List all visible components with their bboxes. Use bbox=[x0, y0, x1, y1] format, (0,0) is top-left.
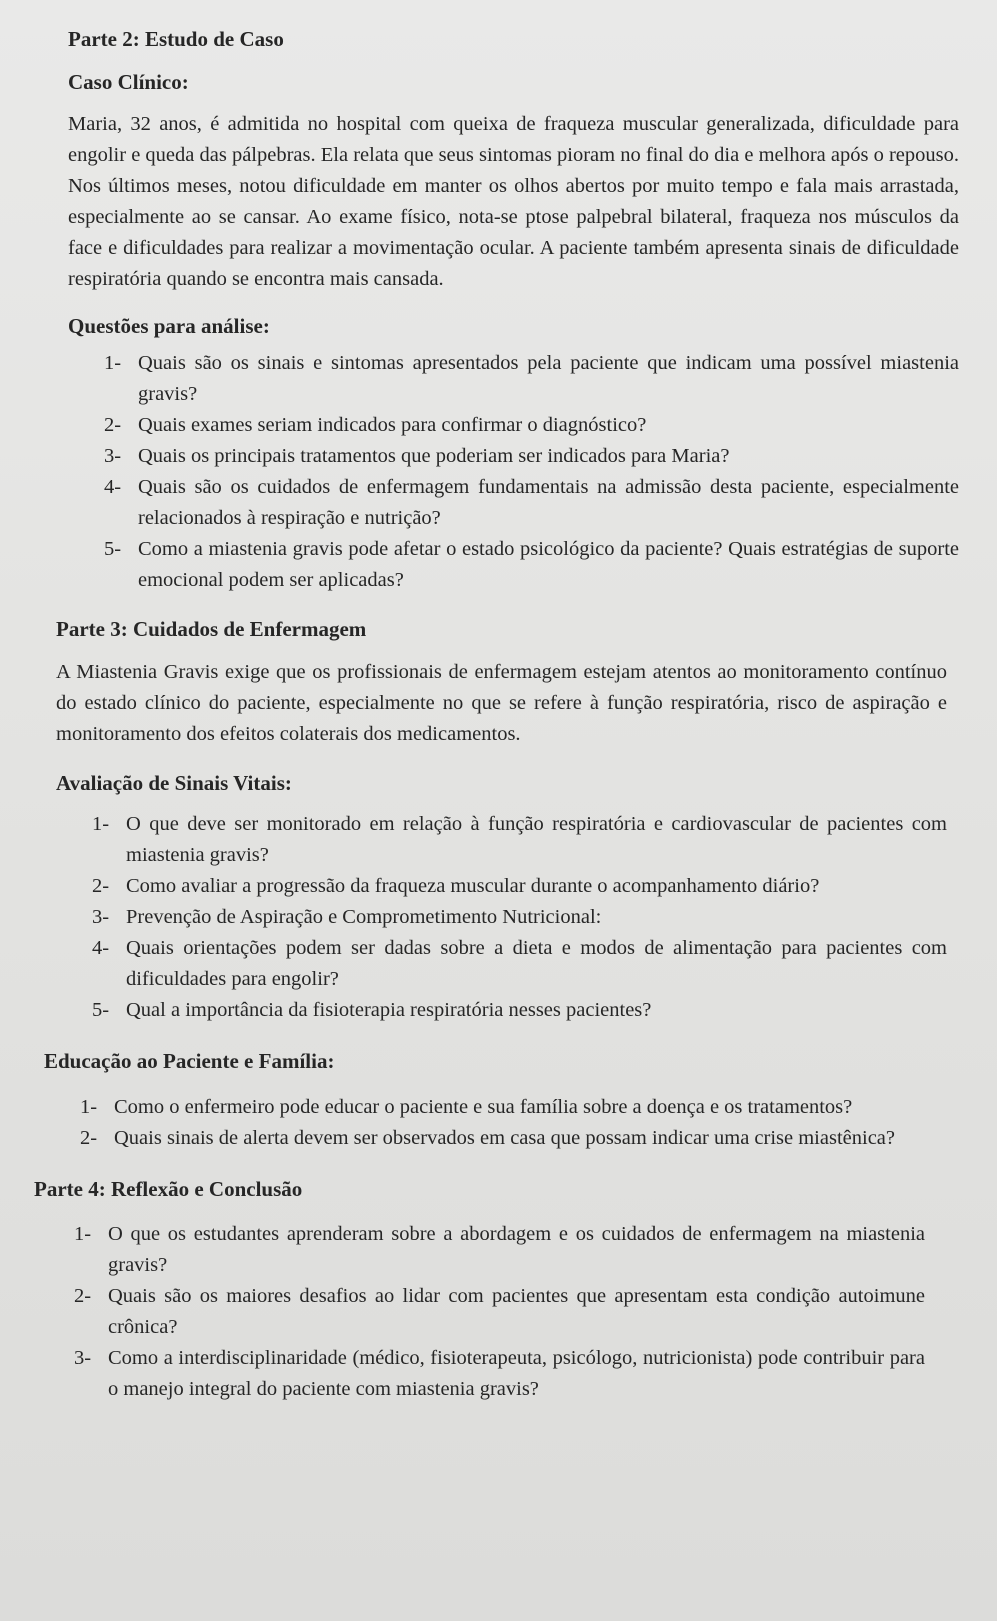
questoes-title: Questões para análise: bbox=[68, 313, 270, 338]
parte-4-list bbox=[74, 1219, 925, 1405]
list-item bbox=[104, 410, 959, 441]
avaliacao-list bbox=[92, 809, 947, 1026]
item-text: Como a interdisciplinaridade (médico, fisioterapeuta, psicólogo, nutricionista) pode contribuir para o manejo integral do paciente com miastenia gravis? bbox=[108, 1347, 925, 1401]
item-text: Quais são os cuidados de enfermagem fundamentais na admissão desta paciente, especialmente relacionados à respiração e nutrição? bbox=[138, 475, 959, 529]
item-number: 1- bbox=[104, 351, 122, 374]
caso-clinico-title: Caso Clínico: bbox=[68, 70, 189, 95]
item-number: 2- bbox=[104, 413, 122, 436]
item-text: Como a miastenia gravis pode afetar o estado psicológico da paciente? Quais estratégias de suporte emocional podem ser aplicadas? bbox=[138, 537, 959, 591]
avaliacao-title: Avaliação de Sinais Vitais: bbox=[56, 771, 292, 796]
list-item bbox=[92, 933, 947, 995]
parte-4-title: Parte 4: Reflexão e Conclusão bbox=[34, 1176, 303, 1201]
item-number: 3- bbox=[74, 1347, 92, 1370]
list-item bbox=[80, 1092, 947, 1123]
item-text: Como o enfermeiro pode educar o paciente e sua família sobre a doença e os tratamentos? bbox=[114, 1095, 853, 1118]
list-item bbox=[74, 1343, 925, 1405]
section-parte-3 bbox=[44, 616, 947, 1154]
item-text: Quais são os maiores desafios ao lidar com pacientes que apresentam esta condição autoimune crônica? bbox=[108, 1285, 925, 1339]
item-number: 4- bbox=[104, 475, 122, 498]
item-text: Quais sinais de alerta devem ser observados em casa que possam indicar uma crise miastênica? bbox=[114, 1126, 895, 1149]
item-text: Quais orientações podem ser dadas sobre a dieta e modos de alimentação para pacientes com dificuldades para engolir? bbox=[126, 937, 947, 991]
item-text: Quais são os sinais e sintomas apresentados pela paciente que indicam uma possível miastenia gravis? bbox=[138, 351, 959, 405]
list-item bbox=[80, 1123, 947, 1154]
list-item bbox=[104, 441, 959, 472]
item-number: 3- bbox=[104, 444, 122, 467]
item-text: Qual a importância da fisioterapia respiratória nesses pacientes? bbox=[126, 999, 652, 1022]
educacao-title: Educação ao Paciente e Família: bbox=[44, 1049, 335, 1074]
item-number: 5- bbox=[104, 537, 122, 560]
list-item bbox=[92, 871, 947, 902]
item-number: 2- bbox=[92, 875, 110, 898]
parte-2-title: Parte 2: Estudo de Caso bbox=[68, 27, 284, 51]
item-text: Como avaliar a progressão da fraqueza muscular durante o acompanhamento diário? bbox=[126, 875, 820, 898]
parte-3-title: Parte 3: Cuidados de Enfermagem bbox=[56, 616, 367, 641]
item-number: 1- bbox=[74, 1223, 92, 1246]
questoes-list bbox=[104, 348, 959, 596]
list-item bbox=[74, 1219, 925, 1281]
item-number: 2- bbox=[74, 1285, 92, 1308]
item-number: 1- bbox=[92, 813, 110, 836]
list-item bbox=[74, 1281, 925, 1343]
section-parte-4 bbox=[34, 1176, 925, 1405]
item-text: Prevenção de Aspiração e Comprometimento Nutricional: bbox=[126, 906, 602, 929]
list-item bbox=[92, 995, 947, 1026]
educacao-list bbox=[80, 1092, 947, 1154]
list-item bbox=[104, 348, 959, 410]
item-number: 4- bbox=[92, 937, 110, 960]
list-item bbox=[104, 534, 959, 596]
list-item bbox=[104, 472, 959, 534]
item-number: 5- bbox=[92, 999, 110, 1022]
item-text: O que deve ser monitorado em relação à função respiratória e cardiovascular de pacientes com miastenia gravis? bbox=[126, 813, 947, 867]
item-text: Quais exames seriam indicados para confirmar o diagnóstico? bbox=[138, 413, 647, 436]
item-number: 2- bbox=[80, 1126, 98, 1149]
item-number: 3- bbox=[92, 906, 110, 929]
section-parte-2 bbox=[68, 26, 959, 596]
list-item bbox=[92, 902, 947, 933]
item-text: Quais os principais tratamentos que poderiam ser indicados para Maria? bbox=[138, 444, 730, 467]
parte-3-intro: A Miastenia Gravis exige que os profissionais de enfermagem estejam atentos ao monitoramento contínuo do estado clínico do paciente, especialmente no que se refere à função respiratória, risco de aspiração e monitoramento dos efeitos colaterais dos medicamentos. bbox=[56, 661, 947, 746]
item-text: O que os estudantes aprenderam sobre a abordagem e os cuidados de enfermagem na miastenia gravis? bbox=[108, 1223, 925, 1277]
caso-clinico-text: Maria, 32 anos, é admitida no hospital com queixa de fraqueza muscular generalizada, dificuldade para engolir e queda das pálpebras. Ela relata que seus sintomas pioram no final do dia e melhora após o repouso. Nos últimos meses, notou dificuldade em manter os olhos abertos por muito tempo e fala mais arrastada, especialmente ao se cansar. Ao exame físico, nota-se ptose palpebral bilateral, fraqueza nos músculos da face e dificuldades para realizar a movimentação ocular. A paciente também apresenta sinais de dificuldade respiratória quando se encontra mais cansada. bbox=[68, 112, 959, 290]
item-number: 1- bbox=[80, 1095, 98, 1118]
list-item bbox=[92, 809, 947, 871]
